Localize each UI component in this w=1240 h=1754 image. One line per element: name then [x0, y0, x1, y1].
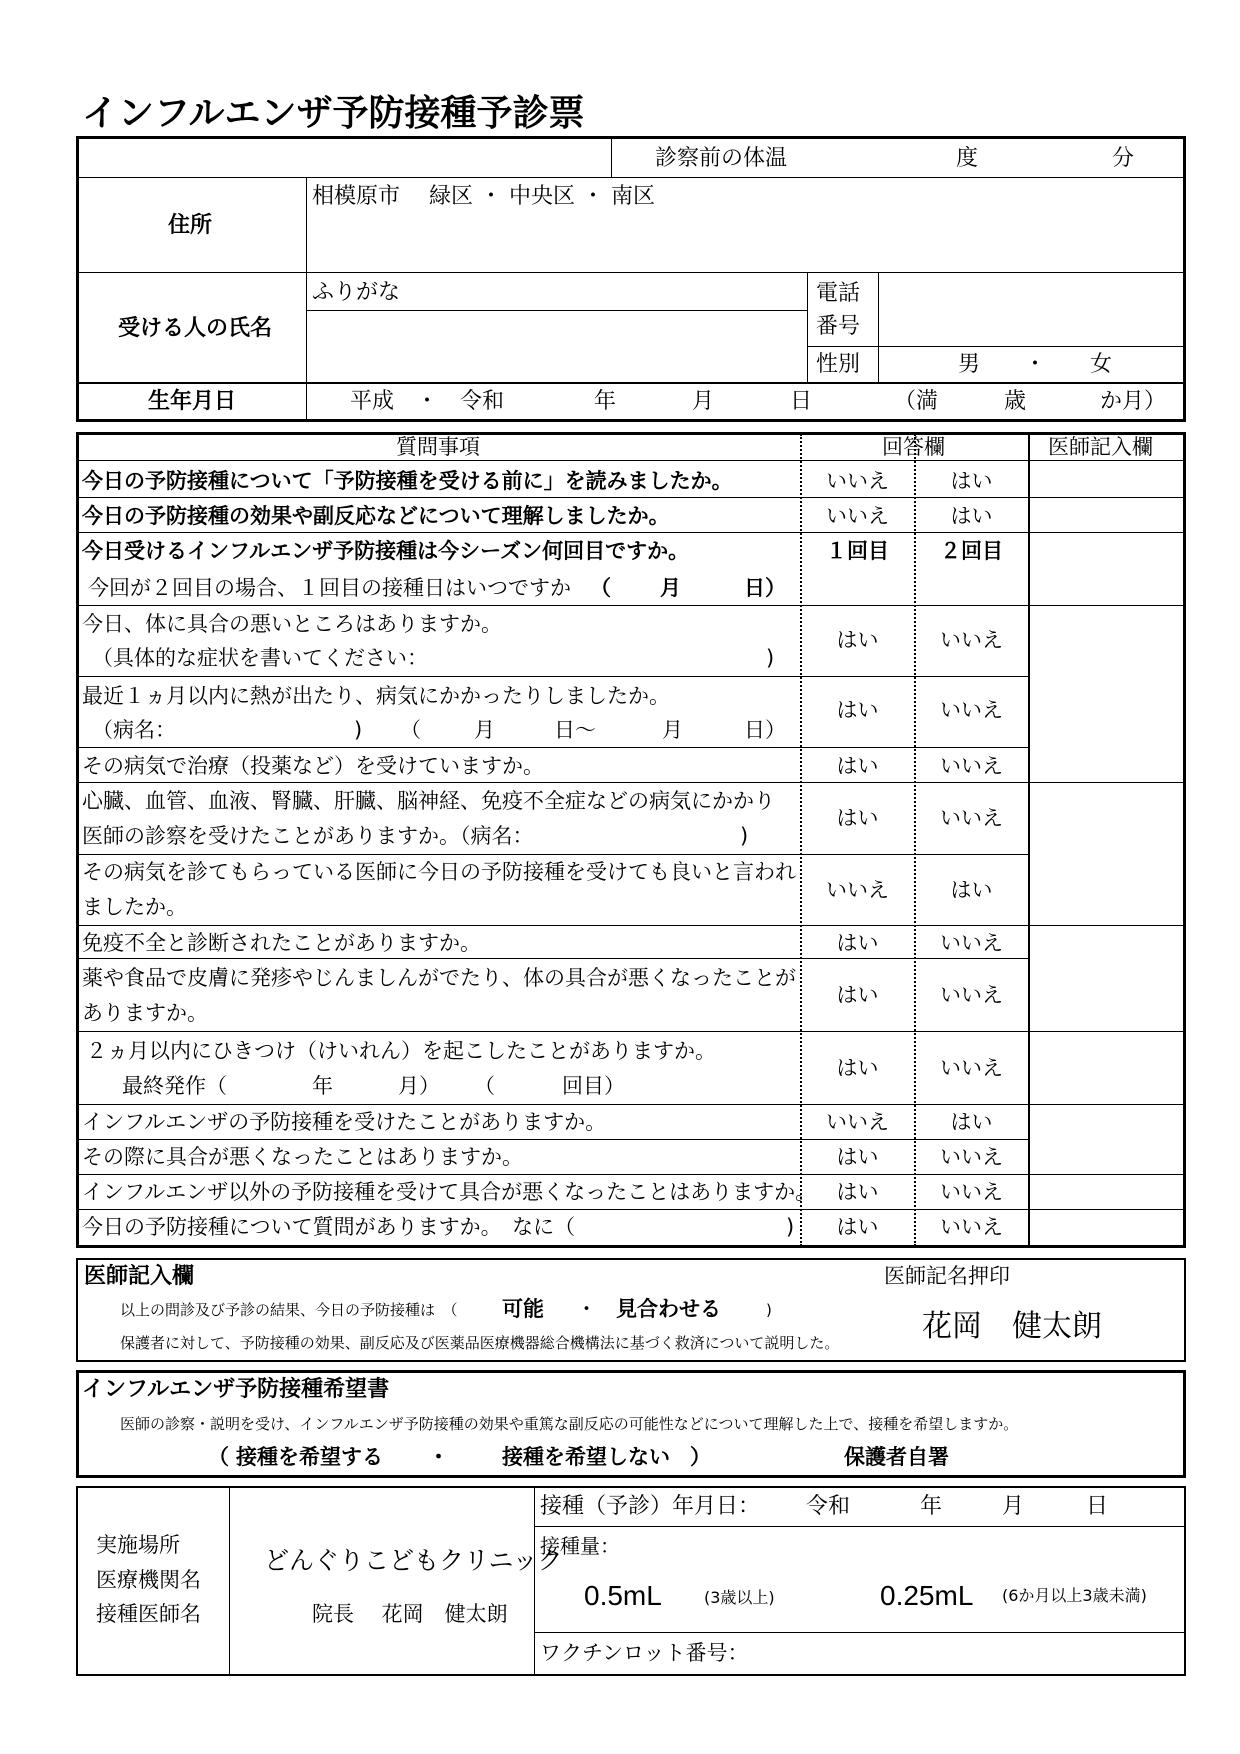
question-4-symptom-prompt: （具体的な症状を書いてください：	[92, 646, 428, 670]
question-12-answer-no[interactable]: いいえ	[826, 1110, 889, 1134]
phone-label-2: 番号	[816, 314, 861, 339]
sex-label: 性別	[816, 352, 861, 377]
question-3-answer-second[interactable]: ２回目	[940, 539, 1003, 563]
age-years-unit: 歳	[1004, 389, 1027, 414]
question-5-disease-close: )	[354, 718, 363, 742]
question-10-text-line2: ありますか。	[82, 1001, 208, 1025]
guardian-signature-field[interactable]	[980, 1440, 1176, 1472]
question-11-count-unit: 回目）	[562, 1074, 625, 1098]
question-11-month-unit: 月）	[398, 1074, 440, 1098]
question-14-answer-yes[interactable]: はい	[836, 1180, 879, 1204]
question-10-text: 薬や食品で皮膚に発疹やじんましんがでたり、体の具合が悪くなったことが	[82, 966, 796, 990]
birth-day-unit: 日	[790, 389, 813, 414]
institution-label: 医療機関名	[96, 1568, 201, 1592]
birthdate-label: 生年月日	[148, 389, 237, 414]
vaccination-date-label: 接種（予診）年月日：	[540, 1494, 761, 1519]
question-4-answer-yes[interactable]: はい	[836, 628, 879, 652]
question-9-text: 免疫不全と診断されたことがありますか。	[82, 931, 481, 955]
question-5-period-open: （	[400, 718, 421, 742]
question-6-answer-yes[interactable]: はい	[836, 754, 879, 778]
question-8-answer-no[interactable]: いいえ	[826, 878, 889, 902]
doctor-name-stamp: 花岡 健太朗	[922, 1309, 1102, 1344]
sex-options[interactable]: 男 ・ 女	[958, 352, 1113, 377]
question-6-text: その病気で治療（投薬など）を受けていますか。	[82, 754, 544, 778]
question-3-day-unit: 日）	[744, 576, 786, 600]
question-11-year-unit: 年	[312, 1074, 333, 1098]
question-12-text: インフルエンザの予防接種を受けたことがありますか。	[82, 1110, 607, 1134]
question-1-answer-no[interactable]: いいえ	[826, 469, 889, 493]
age-months-unit: か月）	[1100, 389, 1167, 414]
question-5-month-from: 月	[474, 718, 495, 742]
question-11-answer-no[interactable]: いいえ	[940, 1056, 1003, 1080]
clinic-name: どんぐりこどもクリニック	[264, 1546, 563, 1575]
question-4-close: )	[766, 646, 775, 670]
question-3-answer-first[interactable]: １回目	[826, 539, 889, 563]
question-3-text: 今日受けるインフルエンザ予防接種は今シーズン何回目ですか。	[82, 539, 690, 563]
question-7-answer-no[interactable]: いいえ	[940, 806, 1003, 830]
question-13-answer-yes[interactable]: はい	[836, 1145, 879, 1169]
question-1-answer-yes[interactable]: はい	[950, 469, 993, 493]
option-possible[interactable]: 可能	[502, 1297, 544, 1321]
question-14-answer-no[interactable]: いいえ	[940, 1180, 1003, 1204]
question-13-answer-no[interactable]: いいえ	[940, 1145, 1003, 1169]
question-12-answer-yes[interactable]: はい	[950, 1110, 993, 1134]
doctor-result-close: )	[766, 1301, 772, 1319]
page-title: インフルエンザ予防接種予診票	[82, 93, 585, 134]
address-label: 住所	[168, 213, 213, 238]
doctor-stamp-label: 医師記名押印	[884, 1264, 1010, 1288]
vaccine-lot-label: ワクチンロット番号：	[540, 1641, 749, 1665]
question-10-answer-no[interactable]: いいえ	[940, 983, 1003, 1007]
question-5-day-from: 日～	[554, 718, 596, 742]
question-5-answer-no[interactable]: いいえ	[940, 698, 1003, 722]
guardian-signature-label: 保護者自署	[844, 1445, 949, 1469]
vaccination-year-unit: 年	[920, 1494, 943, 1519]
question-4-answer-no[interactable]: いいえ	[940, 628, 1003, 652]
question-5-answer-yes[interactable]: はい	[836, 698, 879, 722]
temp-minute-unit: 分	[1112, 146, 1135, 171]
question-4-text: 今日、体に具合の悪いところはありますか。	[82, 612, 502, 636]
dose-label: 接種量：	[540, 1534, 620, 1558]
question-5-disease-prompt: （病名：	[92, 718, 176, 742]
question-5-month-to: 月	[662, 718, 683, 742]
dose-option-adult-note: (3歳以上)	[704, 1588, 775, 1607]
question-8-text-line2: ましたか。	[82, 895, 187, 919]
question-10-answer-yes[interactable]: はい	[836, 983, 879, 1007]
birth-year-unit: 年	[594, 389, 617, 414]
question-15-answer-yes[interactable]: はい	[836, 1215, 879, 1239]
question-11-answer-yes[interactable]: はい	[836, 1056, 879, 1080]
question-7-close: )	[740, 824, 749, 848]
place-label: 実施場所	[96, 1533, 180, 1557]
question-11-text: ２ヵ月以内にひきつけ（けいれん）を起こしたことがありますか。	[86, 1039, 716, 1063]
option-not-want-vaccination[interactable]: 接種を希望しない	[502, 1445, 670, 1469]
answer-column-header: 回答欄	[882, 435, 945, 459]
wish-open: （	[208, 1445, 229, 1469]
name-field[interactable]	[312, 314, 802, 378]
doctor-result-text: 以上の問診及び予診の結果、今日の予防接種は （	[120, 1301, 458, 1319]
question-2-answer-no[interactable]: いいえ	[826, 504, 889, 528]
option-separator: ・	[576, 1297, 597, 1321]
question-9-answer-yes[interactable]: はい	[836, 931, 879, 955]
temp-degree-unit: 度	[956, 146, 979, 171]
question-15-text: 今日の予防接種について質問がありますか。 なに（	[82, 1215, 576, 1239]
question-3-subtext: 今回が２回目の場合、１回目の接種日はいつですか	[88, 576, 571, 600]
address-field[interactable]	[312, 214, 1178, 266]
option-want-vaccination[interactable]: 接種を希望する	[236, 1445, 383, 1469]
phone-field[interactable]	[882, 278, 1182, 342]
doctor-explanation: 保護者に対して、予防接種の効果、副反応及び医薬品医療機器総合機構法に基づく救済について説明した。	[120, 1334, 840, 1352]
wish-section-text: 医師の診察・説明を受け、インフルエンザ予防接種の効果や重篤な副反応の可能性などについて理解した上で、接種を希望しますか。	[120, 1415, 1019, 1433]
question-11-count-open: （	[474, 1074, 495, 1098]
body-temp-label: 診察前の体温	[655, 146, 788, 171]
question-8-answer-yes[interactable]: はい	[950, 878, 993, 902]
question-7-answer-yes[interactable]: はい	[836, 806, 879, 830]
wish-section-title: インフルエンザ予防接種希望書	[82, 1377, 390, 1402]
question-3-date-open: （	[590, 576, 611, 600]
question-2-answer-yes[interactable]: はい	[950, 504, 993, 528]
vaccine-lot-field[interactable]	[730, 1638, 1180, 1670]
birth-era[interactable]: 平成 ・ 令和	[350, 389, 505, 414]
question-2-text: 今日の予防接種の効果や副反応などについて理解しましたか。	[82, 504, 670, 528]
body-temp-field[interactable]	[620, 142, 1180, 172]
question-8-text: その病気を診てもらっている医師に今日の予防接種を受けても良いと言われ	[82, 860, 796, 884]
furigana-label: ふりがな	[312, 280, 401, 305]
question-13-text: その際に具合が悪くなったことはありますか。	[82, 1145, 523, 1169]
question-15-close: )	[786, 1215, 795, 1239]
dose-option-adult[interactable]: 0.5mL	[584, 1580, 662, 1611]
director-name: 院長 花岡 健太朗	[312, 1602, 508, 1626]
name-label: 受ける人の氏名	[118, 316, 273, 341]
question-1-text: 今日の予防接種について「予防接種を受ける前に」を読みましたか。	[82, 469, 733, 493]
question-11-last-seizure: 最終発作（	[122, 1074, 227, 1098]
birth-month-unit: 月	[692, 389, 715, 414]
vaccination-date-era: 令和	[806, 1494, 851, 1519]
question-15-answer-no[interactable]: いいえ	[940, 1215, 1003, 1239]
question-3-month-unit: 月	[660, 576, 681, 600]
doctor-column-header: 医師記入欄	[1048, 435, 1153, 459]
question-5-day-to: 日）	[744, 718, 786, 742]
question-14-text: インフルエンザ以外の予防接種を受けて具合が悪くなったことはありますか。	[82, 1180, 817, 1204]
option-postpone[interactable]: 見合わせる	[616, 1297, 721, 1321]
doctor-section-title: 医師記入欄	[84, 1264, 195, 1289]
question-9-answer-no[interactable]: いいえ	[940, 931, 1003, 955]
question-7-text-line2: 医師の診察を受けたことがありますか。（病名：	[82, 824, 534, 848]
phone-label-1: 電話	[816, 281, 861, 306]
question-5-text: 最近１ヵ月以内に熱が出たり、病気にかかったりしましたか。	[82, 684, 670, 708]
vaccination-day-unit: 日	[1086, 1494, 1109, 1519]
vaccination-month-unit: 月	[1002, 1494, 1025, 1519]
vaccinating-doctor-label: 接種医師名	[96, 1602, 201, 1626]
question-column-header: 質問事項	[396, 435, 480, 459]
address-value: 相模原市 緑区 ・ 中央区 ・ 南区	[312, 184, 655, 209]
wish-separator: ・	[428, 1445, 449, 1469]
age-open: （満	[894, 389, 939, 414]
wish-close: ）	[690, 1445, 711, 1469]
question-7-text: 心臓、血管、血液、腎臓、肝臓、脳神経、免疫不全症などの病気にかかり	[82, 789, 775, 813]
question-6-answer-no[interactable]: いいえ	[940, 754, 1003, 778]
dose-option-child[interactable]: 0.25mL	[880, 1580, 974, 1611]
dose-option-child-note: (6か月以上3歳未満)	[1002, 1586, 1147, 1605]
